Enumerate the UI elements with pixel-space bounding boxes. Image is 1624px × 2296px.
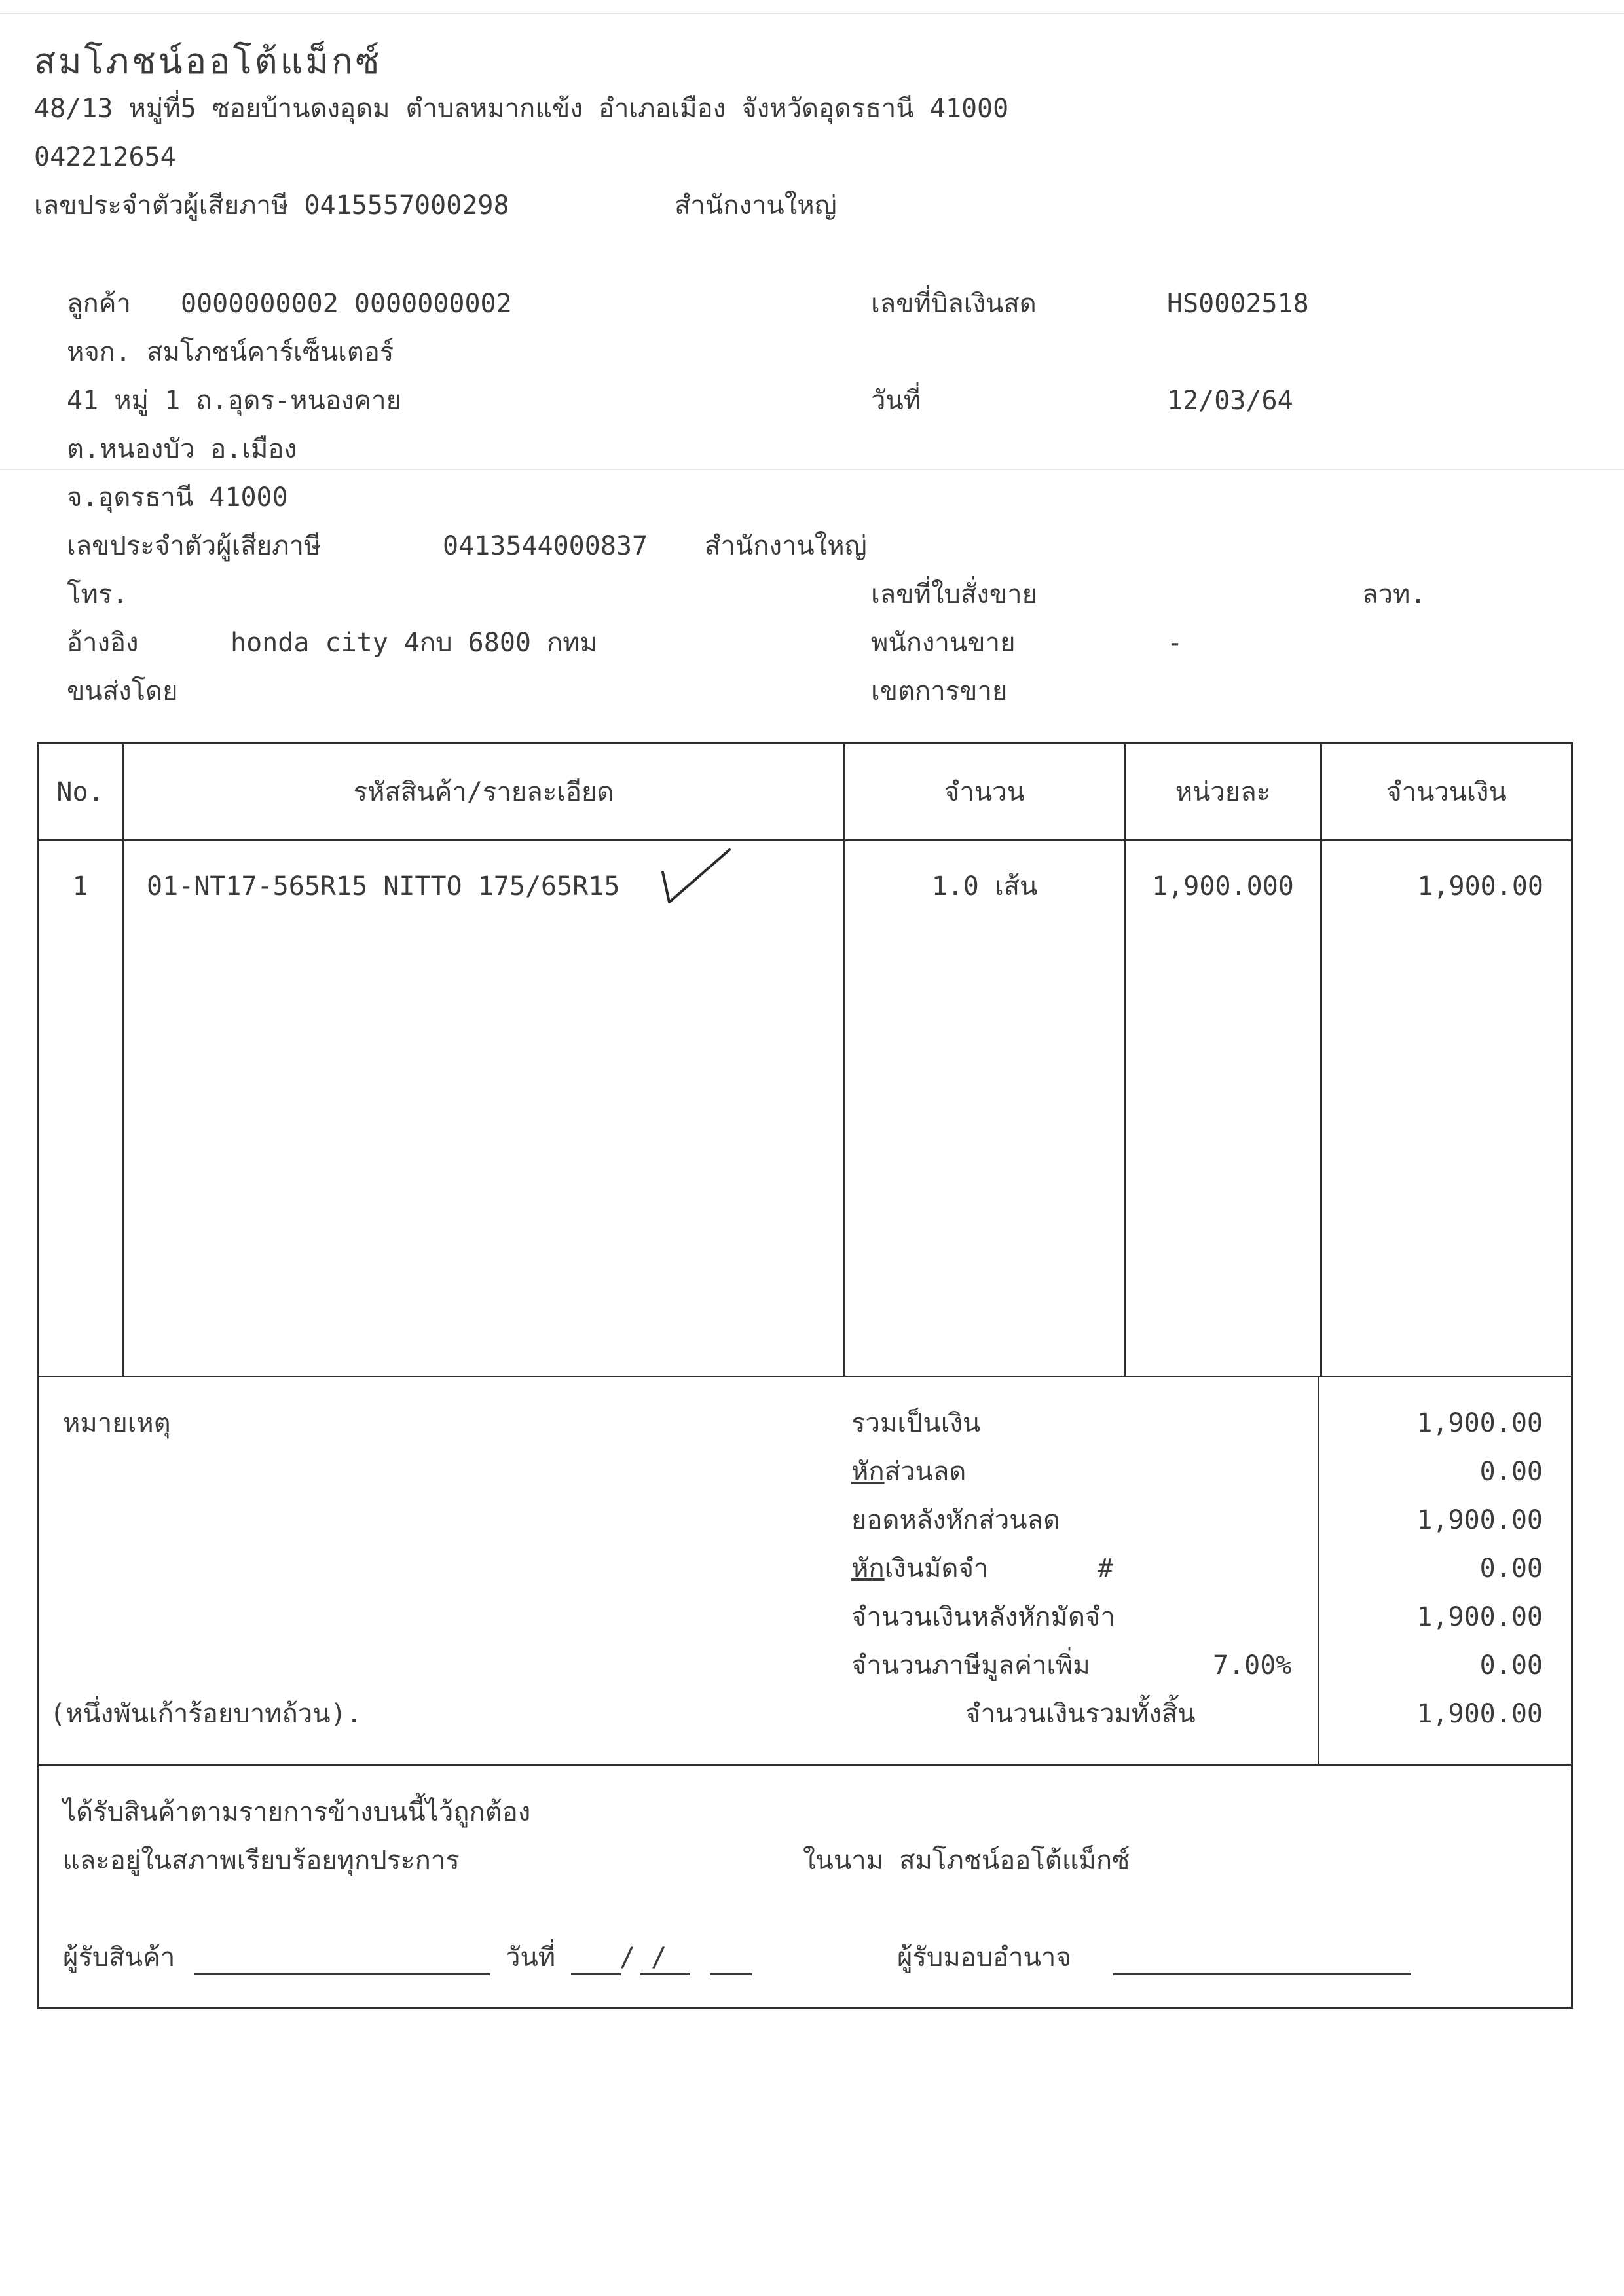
receive-date-month-line xyxy=(640,1973,690,1975)
authorized-label: ผู้รับมอบอำนาจ xyxy=(897,1942,1071,1973)
row-description: 01-NT17-565R15 NITTO 175/65R15 xyxy=(147,871,620,902)
customer-code: 0000000002 0000000002 xyxy=(181,289,512,319)
after-deposit-label: จำนวนเงินหลังหักมัดจำ xyxy=(851,1602,1115,1632)
receiver-label: ผู้รับสินค้า xyxy=(63,1942,175,1973)
customer-address-3: จ.อุดรธานี 41000 xyxy=(67,483,288,513)
vat-rate: 7.00% xyxy=(1213,1650,1292,1681)
customer-name: หจก. สมโภชน์คาร์เซ็นเตอร์ xyxy=(67,337,394,367)
bill-number: HS0002518 xyxy=(1167,289,1309,319)
salesperson-value: - xyxy=(1167,628,1183,658)
company-phone: 042212654 xyxy=(34,142,176,172)
items-header-divider xyxy=(37,839,1573,841)
customer-address-2: ต.หนองบัว อ.เมือง xyxy=(67,434,297,464)
col-divider-2 xyxy=(843,742,845,1377)
header-no: No. xyxy=(56,777,104,807)
company-branch: สำนักงานใหญ่ xyxy=(674,191,837,221)
customer-tax-id: 0413544000837 xyxy=(443,531,648,561)
checkmark-icon xyxy=(657,845,736,910)
shipping-label: ขนส่งโดย xyxy=(67,676,178,706)
sales-order-label: เลขที่ใบสั่งขาย xyxy=(871,579,1038,610)
vat-value: 0.00 xyxy=(1479,1650,1543,1681)
deposit-label-rest: เงินมัดจำ xyxy=(884,1554,989,1584)
grand-total-value: 1,900.00 xyxy=(1416,1699,1543,1729)
company-tax-id: เลขประจำตัวผู้เสียภาษี 0415557000298 xyxy=(34,191,509,221)
receiver-signature-line xyxy=(194,1973,490,1975)
row-unit-price: 1,900.000 xyxy=(1152,871,1294,902)
bill-number-label: เลขที่บิลเงินสด xyxy=(871,289,1037,319)
scan-edge-top xyxy=(0,13,1624,14)
receive-date-separators: / / xyxy=(619,1942,667,1973)
header-amount: จำนวนเงิน xyxy=(1386,777,1507,807)
scan-fold-line xyxy=(0,469,1624,470)
subtotal-value: 1,900.00 xyxy=(1416,1408,1543,1438)
receive-date-label: วันที่ xyxy=(506,1942,556,1973)
reference-label: อ้างอิง xyxy=(67,628,139,658)
discount-value: 0.00 xyxy=(1479,1457,1543,1487)
summary-col-divider xyxy=(1318,1376,1320,1766)
discount-label-deduct: หัก xyxy=(851,1457,885,1487)
grand-total-label: จำนวนเงินรวมทั้งสิ้น xyxy=(965,1699,1196,1729)
header-description: รหัสสินค้า/รายละเอียด xyxy=(353,777,614,807)
customer-label: ลูกค้า xyxy=(67,289,131,319)
vat-label: จำนวนภาษีมูลค่าเพิ่ม xyxy=(851,1650,1090,1681)
deposit-value: 0.00 xyxy=(1479,1554,1543,1584)
reference-value: honda city 4กบ 6800 กทม xyxy=(231,628,598,658)
deposit-label-deduct: หัก xyxy=(851,1554,885,1584)
deposit-hash: # xyxy=(1098,1554,1114,1584)
deposit-label xyxy=(851,1553,988,1584)
salesperson-label: พนักงานขาย xyxy=(871,628,1016,658)
header-unit-price: หน่วยละ xyxy=(1175,777,1271,807)
row-quantity: 1.0 เส้น xyxy=(931,871,1038,902)
on-behalf-of: ในนาม สมโภชน์ออโต้แม็กซ์ xyxy=(803,1846,1130,1876)
header-quantity: จำนวน xyxy=(944,777,1025,807)
subtotal-label: รวมเป็นเงิน xyxy=(851,1408,981,1438)
received-statement-1: ได้รับสินค้าตามรายการข้างบนนี้ไว้ถูกต้อง xyxy=(63,1797,531,1827)
after-deposit-value: 1,900.00 xyxy=(1416,1602,1543,1632)
customer-phone-label: โทร. xyxy=(67,579,128,610)
customer-address-1: 41 หมู่ 1 ถ.อุดร-หนองคาย xyxy=(67,386,402,416)
col-divider-1 xyxy=(122,742,124,1377)
items-table xyxy=(37,742,1573,1377)
sales-order-value: ลวท. xyxy=(1362,579,1426,610)
after-discount-label: ยอดหลังหักส่วนลด xyxy=(851,1505,1061,1535)
discount-label xyxy=(851,1456,966,1487)
sales-area-label: เขตการขาย xyxy=(871,676,1008,706)
discount-label-rest: ส่วนลด xyxy=(884,1457,967,1487)
company-name: สมโภชน์ออโต้แม็กซ์ xyxy=(34,41,382,82)
row-amount: 1,900.00 xyxy=(1417,871,1543,902)
company-address: 48/13 หมู่ที่5 ซอยบ้านดงอุดม ตำบลหมากแข้ง อำเภอเมือง จังหวัดอุดรธานี 41000 xyxy=(34,94,1009,124)
customer-branch: สำนักงานใหญ่ xyxy=(705,531,867,561)
remark-label: หมายเหตุ xyxy=(63,1408,171,1438)
authorized-signature-line xyxy=(1113,1973,1411,1975)
received-statement-2: และอยู่ในสภาพเรียบร้อยทุกประการ xyxy=(63,1846,460,1876)
row-no: 1 xyxy=(72,871,88,902)
bill-date: 12/03/64 xyxy=(1167,386,1293,416)
col-divider-4 xyxy=(1320,742,1322,1377)
bill-date-label: วันที่ xyxy=(871,386,921,416)
after-discount-value: 1,900.00 xyxy=(1416,1505,1543,1535)
customer-tax-label: เลขประจำตัวผู้เสียภาษี xyxy=(67,531,322,561)
receive-date-year-line xyxy=(710,1973,752,1975)
col-divider-3 xyxy=(1124,742,1126,1377)
receive-date-day-line xyxy=(571,1973,621,1975)
amount-in-words: (หนึ่งพันเก้าร้อยบาทถ้วน). xyxy=(50,1699,362,1729)
